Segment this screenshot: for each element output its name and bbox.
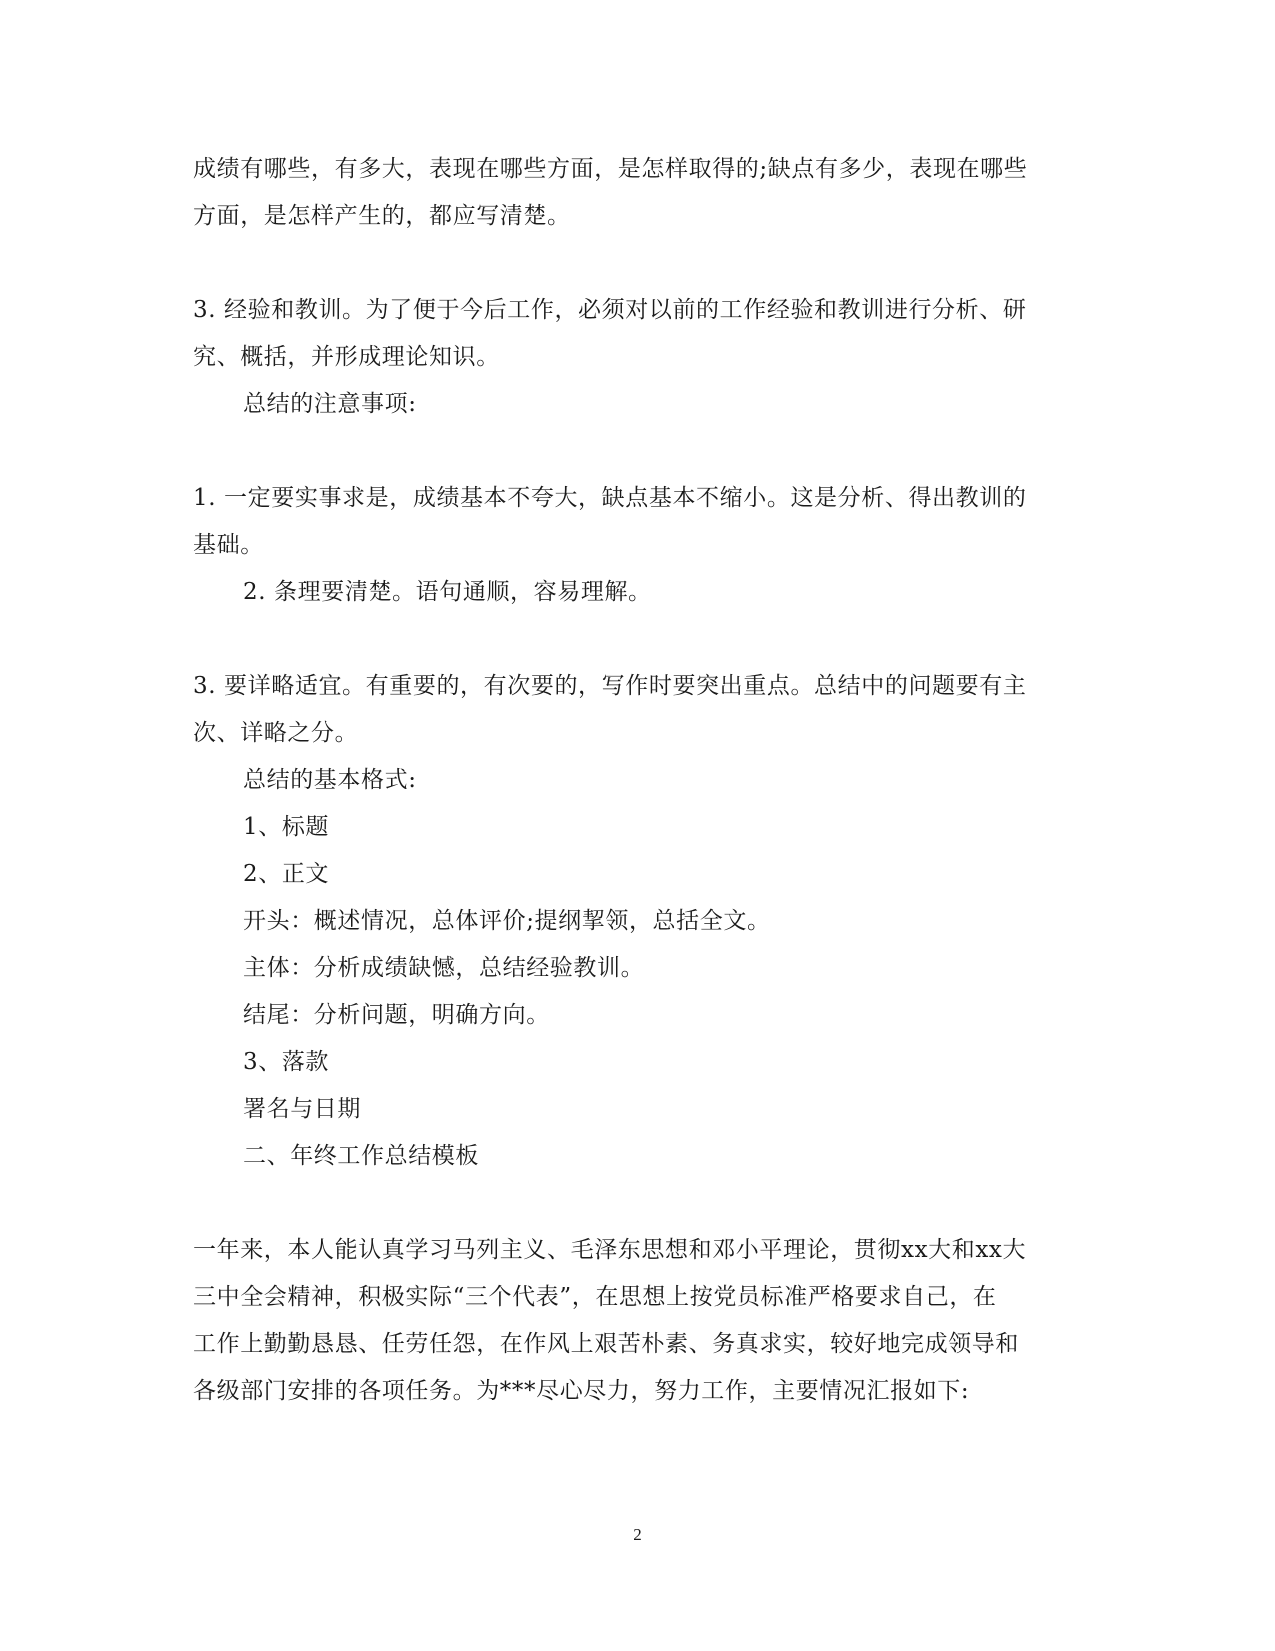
paragraph-line: 2. 条理要清楚。语句通顺，容易理解。 [243,579,652,605]
paragraph-line: 各级部门安排的各项任务。为***尽心尽力，努力工作，主要情况汇报如下: [193,1378,970,1404]
list-item: 开头：概述情况，总体评价;提纲挈领，总括全文。 [243,908,771,934]
list-item: 1、标题 [243,814,330,840]
paragraph-line: 一年来，本人能认真学习马列主义、毛泽东思想和邓小平理论，贯彻xx大和xx大 [193,1237,1027,1263]
paragraph-line: 1. 一定要实事求是，成绩基本不夸大，缺点基本不缩小。这是分析、得出教训的 [193,485,1027,511]
list-item: 署名与日期 [243,1096,361,1122]
section-heading: 总结的基本格式: [243,767,417,793]
section-heading: 总结的注意事项: [243,391,417,417]
section-heading: 二、年终工作总结模板 [243,1143,479,1169]
paragraph-line: 究、概括，并形成理论知识。 [193,344,500,370]
paragraph-line: 工作上勤勤恳恳、任劳任怨，在作风上艰苦朴素、务真求实，较好地完成领导和 [193,1331,1019,1357]
paragraph-line: 3. 经验和教训。为了便于今后工作，必须对以前的工作经验和教训进行分析、研 [193,297,1027,323]
paragraph-line: 成绩有哪些，有多大，表现在哪些方面，是怎样取得的;缺点有多少，表现在哪些 [193,156,1028,182]
list-item: 3、落款 [243,1049,330,1075]
list-item: 主体：分析成绩缺憾，总结经验教训。 [243,955,645,981]
paragraph-line: 3. 要详略适宜。有重要的，有次要的，写作时要突出重点。总结中的问题要有主 [193,673,1027,699]
list-item: 结尾：分析问题，明确方向。 [243,1002,550,1028]
paragraph-line: 方面，是怎样产生的，都应写清楚。 [193,203,571,229]
paragraph-line: 三中全会精神，积极实际“三个代表”，在思想上按党员标准严格要求自己，在 [193,1284,997,1310]
paragraph-line: 基础。 [193,532,264,558]
page-number: 2 [633,1525,642,1544]
paragraph-line: 次、详略之分。 [193,720,359,746]
list-item: 2、正文 [243,861,330,887]
